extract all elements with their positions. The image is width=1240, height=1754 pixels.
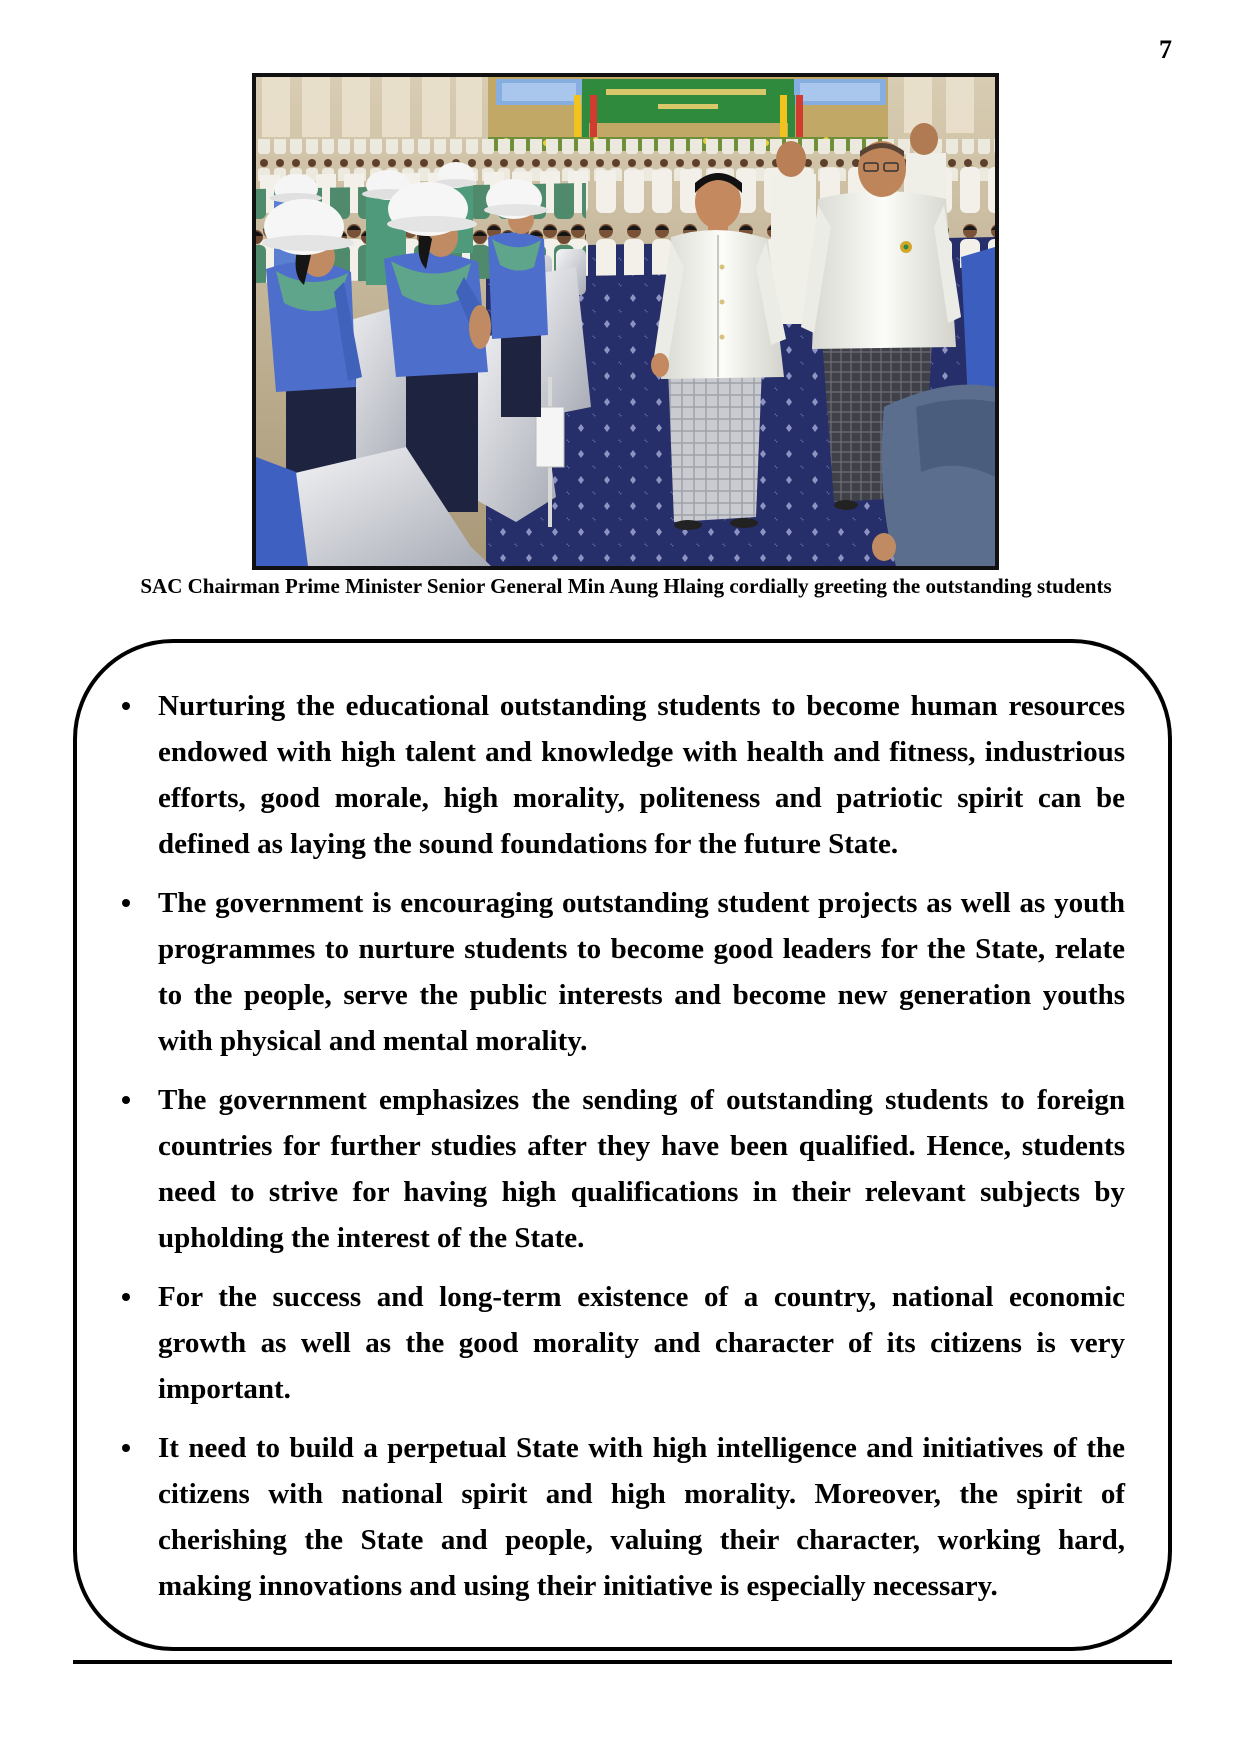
key-point bbox=[158, 683, 1125, 867]
key-point-text: Nurturing the educational outstanding students to become human resources endowed with high talent and knowledge with health and fitness, industrious efforts, good morale, high morality, politeness and patriotic spirit can be defined as laying the sound foundations for the future State. bbox=[158, 690, 1125, 860]
bullet-marker bbox=[122, 1293, 130, 1301]
page-number: 7 bbox=[1159, 35, 1172, 64]
stage-banner bbox=[582, 79, 794, 123]
key-point-text: It need to build a perpetual State with high intelligence and initiatives of the citizens with national spirit and high morality. Moreover, the spirit of cherishing the State and people, valuing their character, working hard, making innovations and using their initiative is especially necessary. bbox=[158, 1432, 1125, 1602]
bullet-marker bbox=[122, 899, 130, 907]
key-point-text: For the success and long-term existence of a country, national economic growth as well as the good morality and character of its citizens is very important. bbox=[158, 1281, 1125, 1405]
key-points-list bbox=[158, 683, 1125, 1609]
photo-caption: SAC Chairman Prime Minister Senior General Min Aung Hlaing cordially greeting the outstanding students bbox=[140, 574, 1112, 598]
event-photo-image bbox=[256, 77, 995, 566]
key-point bbox=[158, 880, 1125, 1064]
bullet-marker bbox=[122, 702, 130, 710]
bullet-marker bbox=[122, 1444, 130, 1452]
bullet-marker bbox=[122, 1096, 130, 1104]
event-photo bbox=[252, 73, 999, 570]
footer-rule bbox=[73, 1660, 1172, 1664]
key-point bbox=[158, 1077, 1125, 1261]
key-point bbox=[158, 1425, 1125, 1609]
key-point bbox=[158, 1274, 1125, 1412]
key-point-text: The government emphasizes the sending of outstanding students to foreign countries for further studies after they have been qualified. Hence, students need to strive for having high qualifications in their relevant subjects by upholding the interest of the State. bbox=[158, 1084, 1125, 1254]
key-point-text: The government is encouraging outstanding student projects as well as youth programmes to nurture students to become good leaders for the State, relate to the people, serve the public interests and become new generation youths with physical and mental morality. bbox=[158, 887, 1125, 1057]
key-points-box bbox=[73, 639, 1172, 1651]
person-right-foreground bbox=[872, 385, 995, 567]
